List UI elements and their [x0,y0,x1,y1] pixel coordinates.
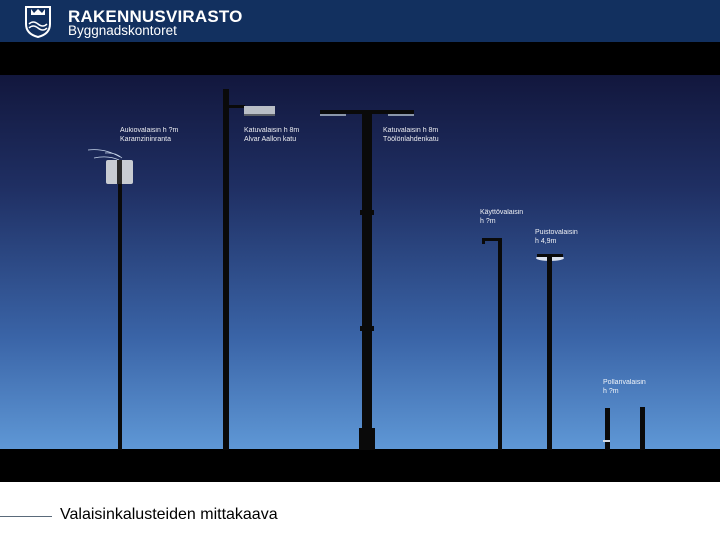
square-luminaire [88,150,133,450]
label-bollard-light [603,378,646,396]
small-bollard [605,408,610,450]
label-line: Käyttövalaisin [480,209,524,216]
arm [229,105,245,108]
label-line: h 4,9m [535,238,557,245]
slide-caption: Valaisinkalusteiden mittakaava [60,506,278,523]
tall-bollard [640,407,645,450]
label-toolonlahdenkatu [383,126,439,144]
street-light-toolonlahdenkatu [320,110,414,450]
caption-divider [0,516,52,517]
pole [118,184,122,450]
label-line: Alvar Aallon katu [244,136,297,143]
label-line: Katuvalaisin h 8m [244,127,300,134]
label-line: Karamzininranta [120,136,171,143]
org-name: RAKENNUSVIRASTO [68,7,243,26]
luminaire-head [244,106,275,115]
bollard-lights [603,407,645,450]
label-line: Puistovalaisin [535,229,578,236]
label-square-luminaire [120,126,178,144]
label-line: h ?m [480,218,496,225]
label-park-light [535,228,578,246]
pole [223,89,229,450]
label-line: Töölönlahdenkatu [383,136,439,143]
org-name-sv: Byggnadskontoret [68,23,177,38]
utility-light [482,238,502,450]
label-line: Pollarivalaisin [603,379,646,386]
label-line: Katuvalaisin h 8m [383,127,439,134]
pole [498,238,502,450]
label-line: h ?m [603,388,619,395]
pole [547,257,552,450]
label-utility-light [480,208,523,226]
label-line: Aukiovalaisin h ?m [120,127,179,134]
luminaire-head [537,254,563,257]
park-light [536,254,564,450]
label-alvar-aallon-katu [244,126,299,144]
right-arm [371,110,414,114]
pole [362,110,372,450]
light-rays [88,150,122,160]
left-arm [320,110,363,114]
